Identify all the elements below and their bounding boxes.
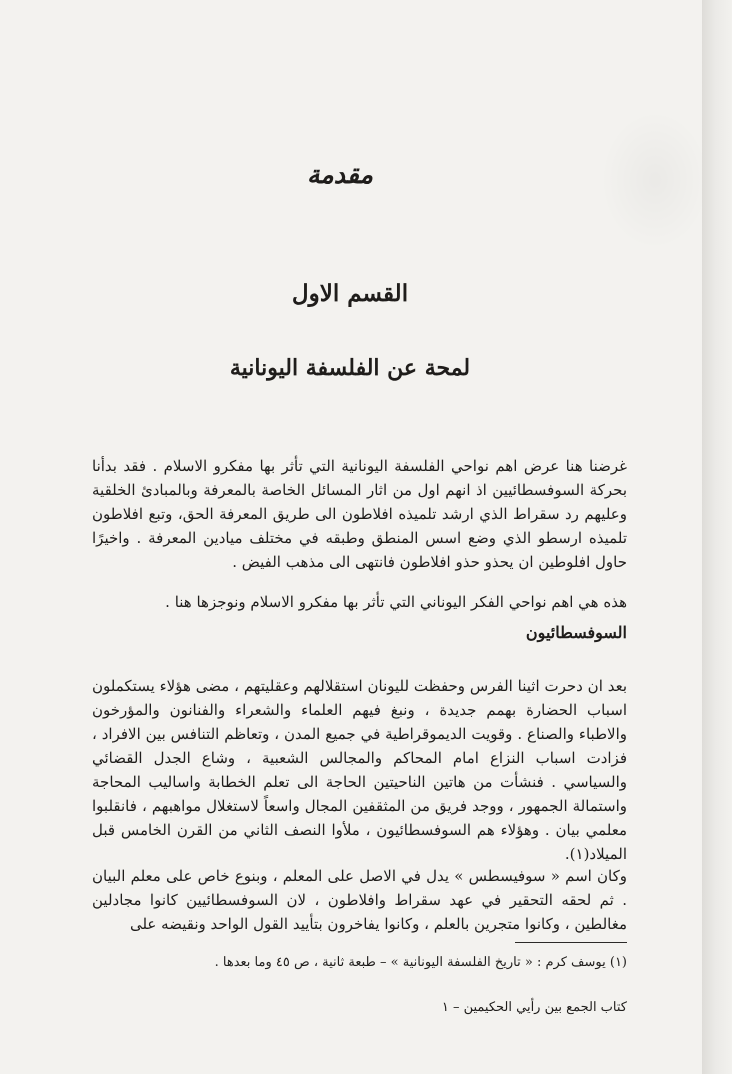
paragraph-1: غرضنا هنا عرض اهم نواحي الفلسفة اليونانية التي تأثر بها مفكرو الاسلام . فقد بدأنا بحركة السوفسطائيين اذ انهم اول من اثار المسائل الخاصة بالمعرفة وبالمبادئ الخلقية وعليهم رد سقراط الذي ارشد تلميذه افلاطون الى طريق المعرفة الحق، وتبع افلاطون تلميذه ارسطو الذي وضع اسس المنطق وطبقه في مختلف ميادين المعرفة . واخيرًا حاول افلوطين ان يحذو حذو افلاطون فانتهى الى مذهب الفيض . — [92, 457, 627, 571]
page-edge — [702, 0, 732, 1074]
section-title: القسم الاول — [291, 280, 409, 307]
show-through-text-bleed — [600, 110, 710, 250]
footnote-rule — [515, 942, 627, 943]
subsection-title: لمحة عن الفلسفة اليونانية — [229, 355, 471, 381]
paragraph-3: بعد ان دحرت اثينا الفرس وحفظت لليونان استقلالهم وعقليتهم ، مضى هؤلاء يستكملون اسباب الحضارة بهمم جديدة ، ونبغ فيهم العلماء والشعراء والفنانون والمؤرخون والاطباء والصناع . وقويت الديموقراطية في جميع المدن ، وتعاظم التنافس بين الافراد ، فزادت اسباب النزاع امام المحاكم والمجالس الشعبية ، وشاع الجدل القضائي والسياسي . فنشأت من هاتين الناحيتين الحاجة الى تعلم الخطابة واساليب المحاجة واستمالة الجمهور ، ووجد فريق من المثقفين المجال واسعاً لاستغلال مواهبهم ، فانقلبوا معلمي بيان . وهؤلاء هم السوفسطائيون ، ملأوا النصف الثاني من القرن الخامس قبل الميلاد(١). — [92, 677, 627, 863]
paragraph-2: هذه هي اهم نواحي الفكر اليوناني التي تأثر بها مفكرو الاسلام ونوجزها هنا . — [165, 593, 627, 611]
subheading-sophists: السوفسطائيون — [525, 623, 627, 642]
footnote: (١) يوسف كرم : « تاريخ الفلسفة اليونانية » – طبعة ثانية ، ص ٤٥ وما بعدها . — [214, 955, 627, 970]
intro-title: مقدمة — [307, 160, 373, 189]
page-footer: كتاب الجمع بين رأيي الحكيمين – ١ — [441, 1000, 627, 1015]
paragraph-4: وكان اسم « سوفيسطس » يدل في الاصل على المعلم ، وبنوع خاص على معلم البيان . ثم لحقه التحقير في عهد سقراط وافلاطون ، لان السوفسطائيين كانوا مجادلين مغالطين ، وكانوا متجرين بالعلم ، وكانوا يفاخرون بتأييد القول الواحد ونقيضه على — [92, 867, 627, 933]
